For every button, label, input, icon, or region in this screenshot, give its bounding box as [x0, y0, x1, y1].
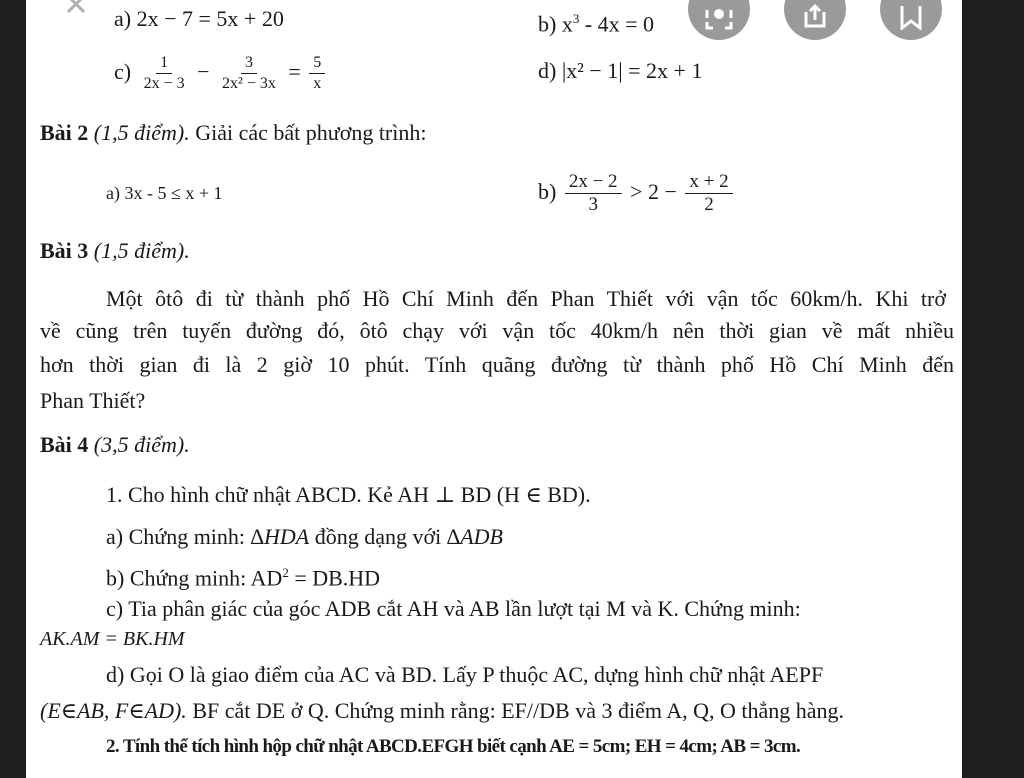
inequality-a: a) 3x - 5 ≤ x + 1 — [106, 183, 223, 203]
bai3-line-1: Một ôtô đi từ thành phố Hồ Chí Minh đến Phan Thiết với vận tốc 60km/h. Khi trở — [106, 286, 946, 311]
close-button[interactable] — [58, 0, 94, 20]
equation-c: c) $\frac{1}{2x - 3}$ − $\frac{3}{\text{2x² − 3x}}$ = $\frac{5}{x}$ — [114, 48, 328, 96]
bai3-heading: Bài 3 (1,5 điểm). — [40, 238, 190, 263]
bai4-heading: Bài 4 (3,5 điểm). — [40, 432, 190, 457]
scan-icon — [704, 8, 734, 30]
inequality-b: b) $\frac{2x - 2}{3}$ > 2 − $\frac{x + 2}{2}$ — [538, 166, 736, 218]
bai4-item-d: d) Gọi O là giao điểm của AC và BD. Lấy P thuộc AC, dựng hình chữ nhật AEPF — [106, 662, 824, 687]
equation-d: d) |x² − 1| = 2x + 1 — [538, 58, 703, 83]
bai3-line-2: về cũng trên tuyến đường đó, ôtô chạy với vận tốc 40km/h nên thời gian về mất nhiều — [40, 318, 954, 343]
document-page — [26, 0, 962, 778]
bai4-item-d-cont: (E∈AB, F∈AD). BF cắt DE ở Q. Chứng minh rằng: EF//DB và 3 điểm A, Q, O thẳng hàng. — [40, 698, 845, 723]
equation-a: a) 2x − 7 = 5x + 20 — [114, 6, 284, 31]
bai4-item-a: a) Chứng minh: ∆HDA đồng dạng với ∆ADB — [106, 524, 503, 549]
bai2-heading: Bài 2 (1,5 điểm). Giải các bất phương trình: — [40, 120, 427, 145]
share-icon — [800, 4, 830, 30]
bai3-line-3: hơn thời gian đi là 2 giờ 10 phút. Tính quãng đường từ thành phố Hồ Chí Minh đến — [40, 352, 954, 377]
close-icon — [58, 0, 94, 20]
bai4-item-c-formula: AK.AM = BK.HM — [40, 628, 185, 650]
bai4-item-1: 1. Cho hình chữ nhật ABCD. Kẻ AH ⊥ BD (H ∈ BD). — [106, 482, 591, 507]
bai4-item-b: b) Chứng minh: $AD^2 = DB.HD$ — [106, 565, 381, 591]
bai3-line-4: Phan Thiết? — [40, 388, 146, 413]
bookmark-icon — [897, 4, 925, 30]
bai4-item-2: 2. Tính thể tích hình hộp chữ nhật ABCD.EFGH biết cạnh AE = 5cm; EH = 4cm; AB = 3cm. — [106, 736, 801, 757]
equation-b: b) $x^3 - 4x = 0$ — [538, 11, 655, 37]
bai4-item-c: c) Tia phân giác của góc ADB cắt AH và AB lần lượt tại M và K. Chứng minh: — [106, 596, 801, 621]
